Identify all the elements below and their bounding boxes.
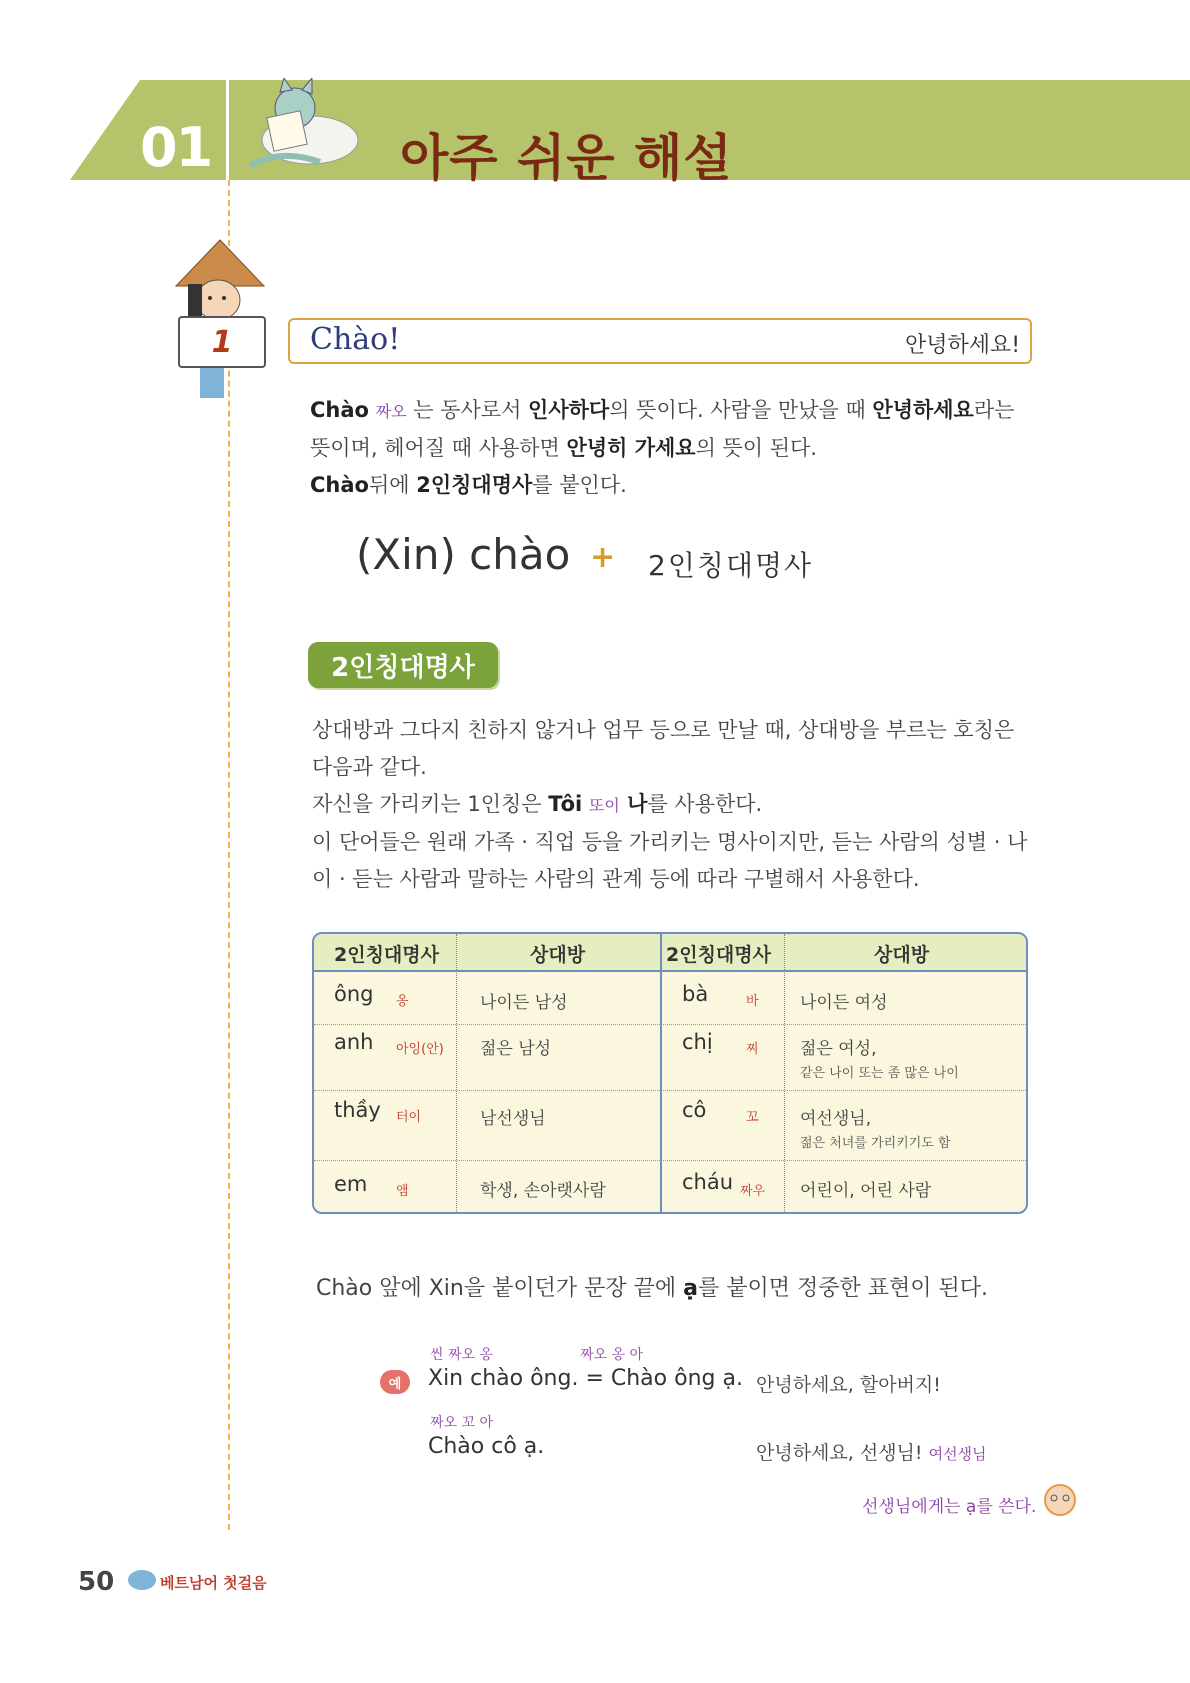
pronoun-table — [312, 932, 1028, 1214]
particle-a: ạ — [683, 1276, 698, 1301]
chapter-number: 01 — [140, 116, 212, 179]
table-word: thầy — [334, 1098, 381, 1122]
example-sentence: Xin chào ông. = Chào ông ạ. — [428, 1366, 743, 1391]
column-header: 상대방 — [530, 944, 586, 966]
table-meaning-sub: 같은 나이 또는 좀 많은 나이 — [800, 1066, 959, 1081]
emphasis: 2인칭대명사 — [416, 473, 533, 497]
row-divider — [314, 1090, 1026, 1091]
paragraph-line: 이 단어들은 원래 가족 · 직업 등을 가리키는 명사이지만, 듣는 사람의 성별 · 나 — [312, 830, 1028, 854]
emphasis: 나 — [619, 792, 648, 816]
tip-text: 선생님에게는 ạ를 쓴다. — [862, 1497, 1037, 1517]
reading-toi: 또이 — [588, 796, 620, 815]
section-number-card: 1 — [178, 316, 266, 368]
table-meaning: 나이든 여성 — [800, 993, 888, 1013]
column-header: 2인칭대명사 — [666, 944, 771, 966]
section-title-vi: Chào! — [310, 322, 401, 357]
example-reading: 짜오 꼬 아 — [430, 1415, 493, 1431]
table-reading: 터이 — [396, 1110, 422, 1125]
pronoun-paragraph — [312, 712, 1032, 898]
example-reading: 씬 짜오 옹 — [430, 1347, 493, 1363]
table-word: cháu — [682, 1170, 734, 1194]
table-word: chị — [682, 1030, 713, 1054]
book-logo-icon — [126, 1566, 158, 1592]
table-word: bà — [682, 982, 709, 1006]
word-chao: Chào — [310, 398, 369, 422]
table-meaning: 젊은 남성 — [480, 1039, 552, 1059]
cat-reading-illustration — [240, 78, 370, 178]
example-translation — [756, 1438, 987, 1465]
page-number: 50 — [78, 1567, 115, 1597]
row-divider — [314, 1160, 1026, 1161]
table-reading: 옹 — [396, 994, 409, 1009]
table-reading: 꼬 — [746, 1110, 759, 1125]
table-meaning-sub: 젊은 처녀를 가리키기도 함 — [800, 1136, 951, 1151]
table-word: anh — [334, 1030, 374, 1054]
table-word: em — [334, 1172, 368, 1196]
table-word: cô — [682, 1098, 707, 1122]
intro-line-1 — [310, 392, 1030, 430]
chapter-title: 아주 쉬운 해설 — [400, 129, 733, 187]
polite-explanation — [316, 1270, 988, 1307]
text: 의 뜻이다. 사람을 만났을 때 — [609, 398, 873, 422]
book-title: 베트남어 첫걸음 — [160, 1574, 267, 1592]
text: 를 붙인다. — [532, 473, 627, 497]
table-reading: 바 — [746, 994, 759, 1009]
table-word: ông — [334, 982, 374, 1006]
plus-icon: + — [590, 540, 616, 575]
reading-chao: 짜오 — [375, 402, 407, 421]
header-corner — [70, 80, 140, 180]
text: 를 붙이면 정중한 표현이 된다. — [697, 1276, 988, 1301]
paragraph-line: 이 · 듣는 사람과 말하는 사람의 관계 등에 따라 구별해서 사용한다. — [312, 867, 920, 891]
example-reading: 짜오 옹 아 — [580, 1347, 643, 1363]
word-toi: Tôi — [548, 792, 583, 816]
section-title-ko: 안녕하세요! — [905, 333, 1021, 358]
example-note: 여선생님 — [928, 1445, 987, 1463]
intro-line-2 — [310, 430, 1030, 467]
table-meaning: 나이든 남성 — [480, 993, 568, 1013]
paragraph-line: 상대방과 그다지 친하지 않거나 업무 등으로 만날 때, 상대방을 부르는 호칭은 — [312, 718, 1015, 742]
text: 자신을 가리키는 1인칭은 — [312, 792, 549, 816]
header-divider — [226, 80, 229, 180]
paragraph-line: 다음과 같다. — [312, 755, 427, 779]
table-meaning: 젊은 여성, — [800, 1039, 877, 1059]
text: Chào 앞에 Xin을 붙이던가 문장 끝에 — [316, 1276, 684, 1301]
formula-right: 2인칭대명사 — [648, 549, 814, 582]
intro-paragraph — [310, 392, 1030, 504]
column-divider — [784, 934, 786, 1212]
emphasis: 안녕히 가세요 — [566, 436, 696, 460]
table-meaning: 어린이, 어린 사람 — [800, 1181, 932, 1201]
table-reading: 아잉(안) — [396, 1042, 444, 1057]
column-header: 2인칭대명사 — [334, 944, 439, 966]
text: 안녕하세요, 선생님! — [756, 1442, 923, 1464]
example-sentence: Chào cô ạ. — [428, 1434, 545, 1459]
intro-line-3 — [310, 467, 1030, 504]
table-reading: 앰 — [396, 1184, 409, 1199]
formula-left: (Xin) chào — [356, 530, 571, 579]
emphasis: 안녕하세요 — [872, 398, 974, 422]
emphasis: 인사하다 — [528, 398, 610, 422]
text: 는 동사로서 — [406, 398, 529, 422]
face-icon — [1040, 1482, 1080, 1518]
table-meaning: 남선생님 — [480, 1109, 546, 1129]
text: 뒤에 — [368, 473, 417, 497]
table-reading: 짜우 — [740, 1184, 766, 1199]
example-translation: 안녕하세요, 할아버지! — [756, 1374, 941, 1396]
paragraph-line — [312, 786, 1032, 824]
column-divider-main — [660, 934, 662, 1212]
column-divider — [456, 934, 458, 1212]
text: 의 뜻이 된다. — [695, 436, 818, 460]
text: 를 사용한다. — [647, 792, 763, 816]
text: 라는 — [973, 398, 1015, 422]
text: 뜻이며, 헤어질 때 사용하면 — [310, 436, 567, 460]
example-badge: 예 — [380, 1370, 410, 1394]
table-meaning: 학생, 손아랫사람 — [480, 1181, 606, 1201]
table-meaning: 여선생님, — [800, 1109, 872, 1129]
column-header: 상대방 — [874, 944, 930, 966]
table-reading: 찌 — [746, 1042, 759, 1057]
emphasis: Chào — [310, 473, 369, 497]
row-divider — [314, 1024, 1026, 1025]
subsection-title-pill: 2인칭대명사 — [308, 642, 498, 688]
